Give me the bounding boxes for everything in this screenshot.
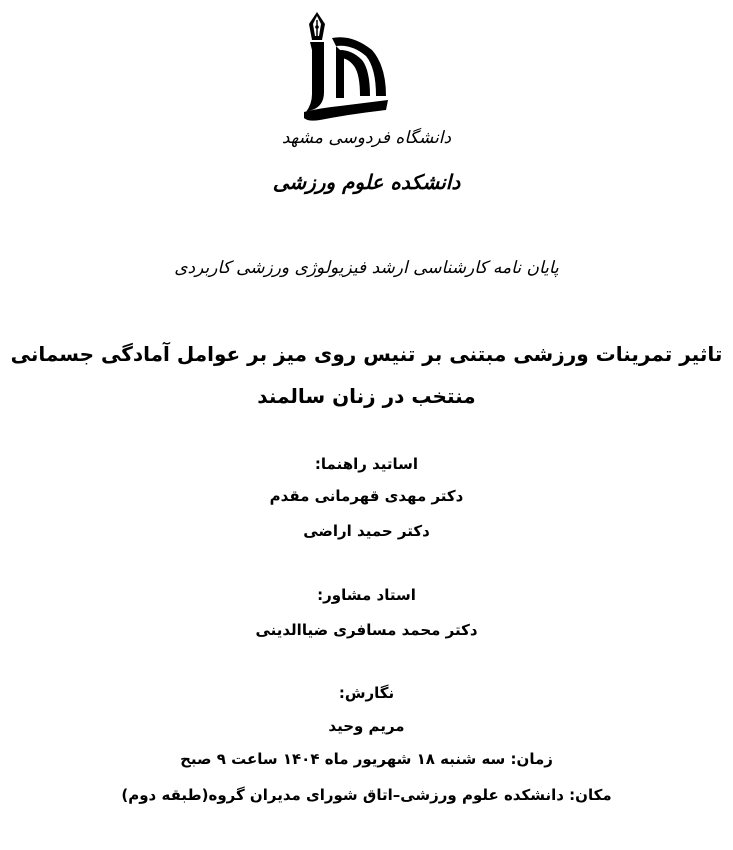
advisor-name: دکتر محمد مسافری ضیاالدینی	[255, 621, 478, 639]
advisor-label: استاد مشاور:	[317, 586, 416, 604]
defense-place: مکان: دانشکده علوم ورزشی–اتاق شورای مدیران گروه(طبقه دوم)	[121, 786, 612, 804]
thesis-program: پایان نامه کارشناسی ارشد فیزیولوژی ورزشی کاربردی	[174, 258, 559, 278]
defense-date: زمان: سه شنبه ۱۸ شهریور ماه ۱۴۰۴ ساعت ۹ صبح	[180, 750, 553, 768]
supervisor-name: دکتر حمید اراضی	[303, 522, 430, 540]
author-name: مریم وحید	[328, 717, 405, 735]
supervisors-label: اساتید راهنما:	[314, 455, 419, 473]
university-logo-icon	[300, 10, 390, 128]
supervisor-name: دکتر مهدی قهرمانی مقدم	[269, 487, 464, 505]
author-label: نگارش:	[338, 684, 395, 702]
thesis-title-line-2: منتخب در زنان سالمند	[257, 384, 476, 408]
faculty-name: دانشکده علوم ورزشی	[272, 170, 461, 194]
university-name: دانشگاه فردوسی مشهد	[281, 128, 452, 148]
thesis-title-line-1: تاثیر تمرینات ورزشی مبتنی بر تنیس روی میز بر عوامل آمادگی جسمانی	[10, 342, 723, 366]
